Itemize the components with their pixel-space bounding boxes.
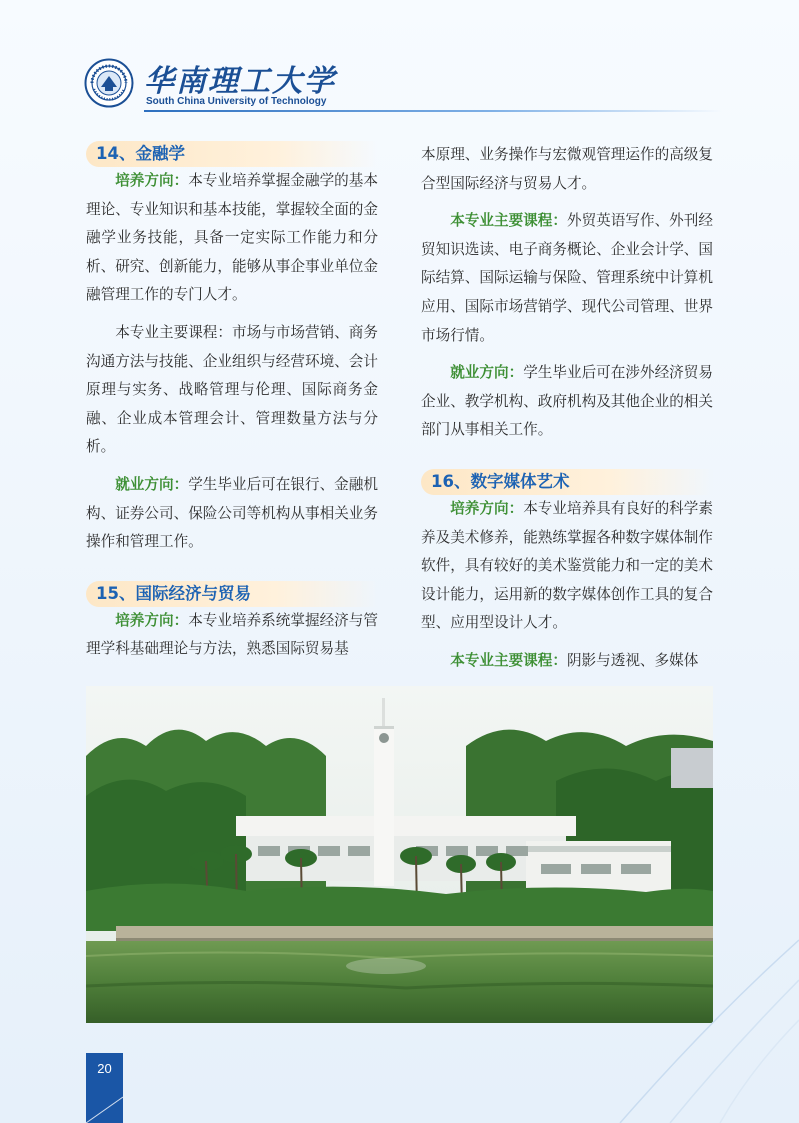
finance-employment-text: 学生毕业后可在银行、金融机构、证券公司、保险公司等机构从事相关业务操作和管理工作。: [86, 475, 378, 551]
digital-media-courses-text: 阴影与透视、多媒体: [566, 651, 699, 669]
trade-employment: [421, 359, 713, 445]
digital-media-direction: [421, 495, 713, 638]
section-title-trade: 15、国际经济与贸易: [86, 581, 378, 607]
trade-courses: [421, 207, 713, 350]
finance-direction: [86, 167, 378, 310]
digital-media-direction-text: 本专业培养具有良好的科学素养及美术修养，能熟练掌握各种数字媒体制作软件，具有较好的美术鉴赏能力和一定的美术设计能力，运用新的数字媒体创作工具的复合型、应用型设计人才。: [421, 499, 713, 632]
finance-employment: [86, 471, 378, 557]
trade-direction-continued: 本原理、业务操作与宏微观管理运作的高级复合型国际经济与贸易人才。: [421, 146, 713, 192]
trade-courses-text: 外贸英语写作、外刊经贸知识选读、电子商务概论、企业会计学、国际结算、国际运输与保险、管理系统中计算机应用、国际市场营销学、现代公司管理、世界市场行情。: [421, 212, 713, 344]
trade-employment-text: 学生毕业后可在涉外经济贸易企业、教学机构、政府机构及其他企业的相关部门从事相关工作。: [421, 364, 713, 439]
right-column: [421, 141, 713, 676]
page-header: [82, 54, 722, 114]
finance-direction-text: 本专业培养掌握金融学的基本理论、专业知识和基本技能，掌握较全面的金融学业务技能，具备一定实际工作能力和分析、研究、创新能力，能够从事企事业单位金融管理工作的专门人才。: [86, 172, 378, 304]
section-title-finance: 14、金融学: [86, 141, 378, 167]
trade-courses-label: 本专业主要课程：: [450, 212, 567, 230]
page-number-tab: [86, 1053, 123, 1123]
trade-direction: [86, 607, 378, 664]
left-column: [86, 141, 378, 664]
trade-direction-label: 培养方向：: [115, 611, 189, 629]
campus-photo: [86, 686, 713, 1023]
trade-direction-text-part1: 本专业培养系统掌握经济与管理学科基础理论与方法，熟悉国际贸易基: [86, 611, 378, 658]
finance-direction-label: 培养方向：: [115, 172, 189, 189]
trade-employment-label: 就业方向：: [450, 364, 524, 382]
section-title-digital-media: 16、数字媒体艺术: [421, 469, 713, 495]
page-number: 20: [97, 1061, 112, 1076]
page-tab-slash-decoration: [86, 1083, 123, 1123]
finance-employment-label: 就业方向：: [115, 475, 189, 493]
finance-courses: 本专业主要课程：市场与市场营销、商务沟通方法与技能、企业组织与经营环境、会计原理与实务、战略管理与伦理、国际商务金融、企业成本管理会计、管理数量方法与分析。: [86, 323, 378, 456]
university-name-cn: 华南理工大学: [144, 64, 336, 99]
digital-media-direction-label: 培养方向：: [450, 499, 524, 517]
university-name-en: South China University of Technology: [146, 96, 327, 107]
digital-media-courses: [421, 647, 713, 676]
header-divider: [144, 110, 722, 112]
digital-media-courses-label: 本专业主要课程：: [450, 651, 567, 669]
university-seal-icon: [84, 58, 134, 108]
